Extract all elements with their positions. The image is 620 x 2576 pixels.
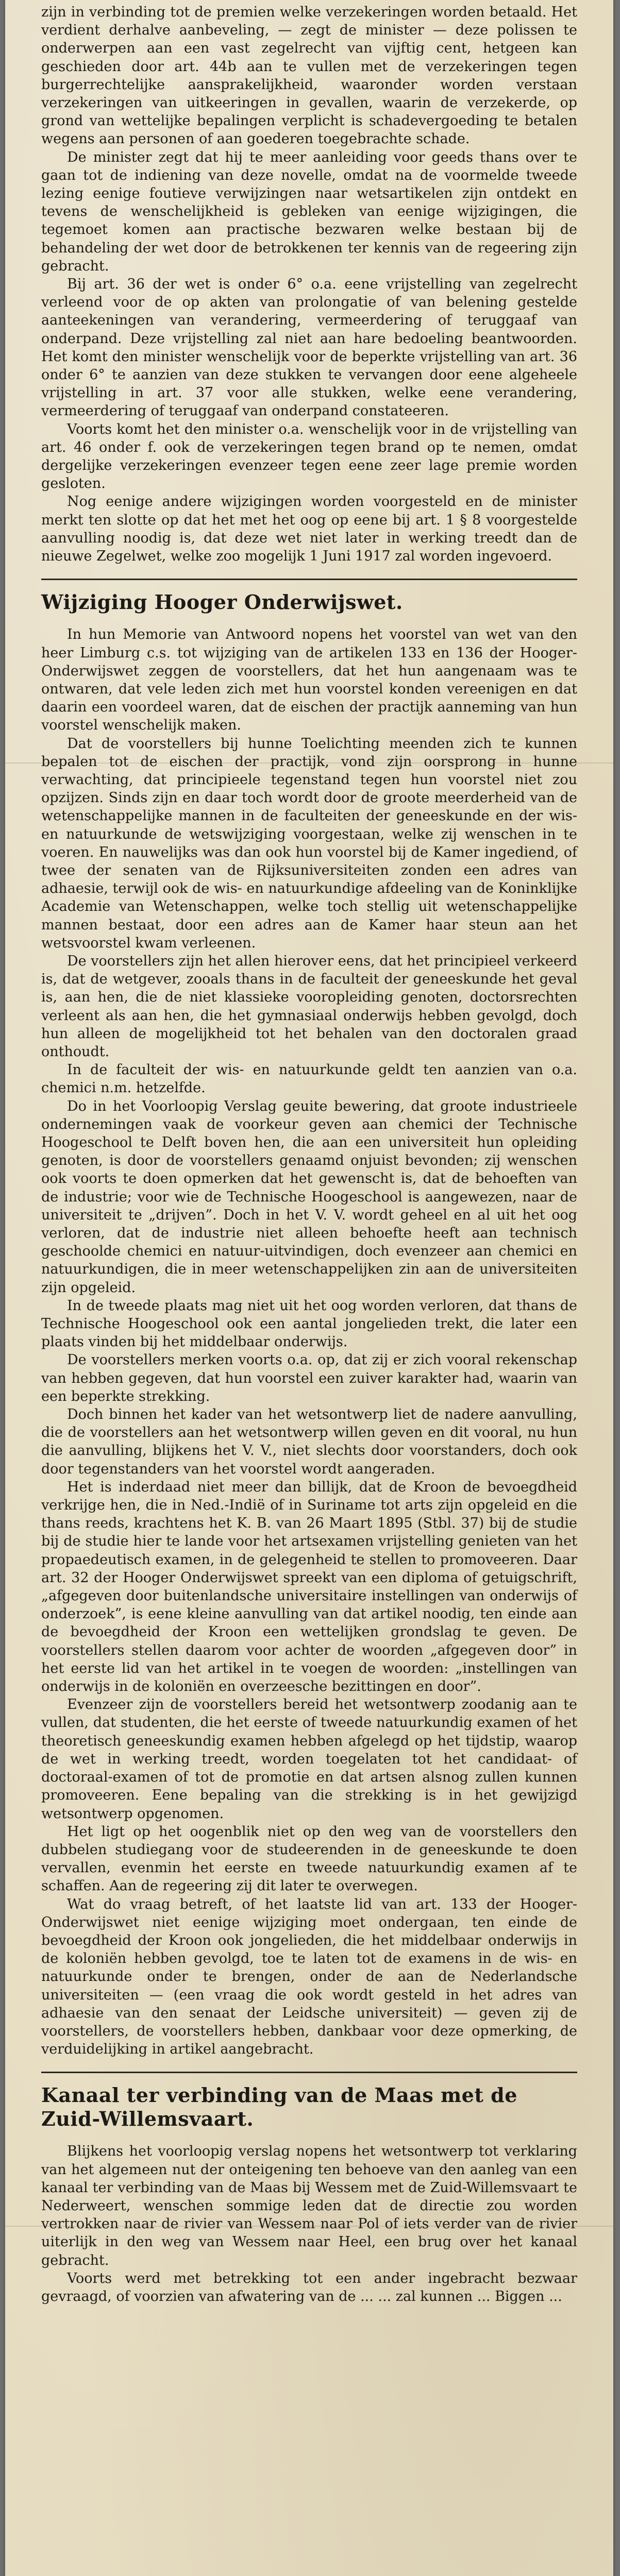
paragraph: De voorstellers zijn het allen hierover eens, dat het principieel verkeerd is, dat de wetgever, zooals thans in de faculteit der geneeskunde het geval is, aan hen, die de niet klassieke vooropleiding genoten, doctorsrechten verleent als aan hen, die het gymnasiaal onderwijs hebben gevolgd, doch hun alleen de mogelijkheid tot het behalen van den doctoralen graad onthoudt. (41, 953, 577, 1060)
paragraph: Nog eenige andere wijzigingen worden voorgesteld en de minister merkt ten slotte op dat het met het oog op eene bij art. 1 § 8 voorgestelde aanvulling noodig is, dat deze wet niet later in werking treedt dan de nieuwe Zegelwet, welke zoo mogelijk 1 Juni 1917 zal worden ingevoerd. (41, 494, 577, 565)
paragraph: In de tweede plaats mag niet uit het oog worden verloren, dat thans de Technische Hoogeschool ook een aantal jongelieden trekt, die later een plaats vinden bij het middelbaar onderwijs. (41, 1297, 577, 1350)
paragraph: Voorts werd met betrekking tot een ander ingebracht bezwaar gevraagd, of voorzien van afwatering van de ... ... zal kunnen ... Biggen ... (41, 2270, 577, 2304)
paragraph: Evenzeer zijn de voorstellers bereid het wetsontwerp zoodanig aan te vullen, dat studenten, die het eerste of tweede natuurkundig examen of het theoretisch geneeskundig examen hebben afgelegd op het tijdstip, waarop de wet in werking treedt, worden toegelaten tot het candidaat- of doctoraal-examen of tot de promotie en dat artsen alsnog zullen kunnen promoveeren. Eene bepaling van die strekking is in het gewijzigd wetsontwerp opgenomen. (41, 1697, 577, 1822)
newspaper-clipping (5, 0, 613, 2576)
section-heading: Wijziging Hooger Onderwijswet. (41, 579, 577, 614)
section-zegelwet (41, 3, 577, 565)
paragraph: Blijkens het voorloopig verslag nopens het wetsontwerp tot verklaring van het algemeen nut der onteigening ten behoeve van den aanleg van een kanaal ter verbinding van de Maas bij Wessem met de Zuid-Willemsvaart te Nederweert, wenschen sommige leden dat de directie zou worden vertrokken naar de rivier van Wessem naar Pol of iets verder van de rivier uiterlijk in den weg van Wessem naar Heel, een brug over het kanaal gebracht. (41, 2143, 577, 2268)
paragraph: In de faculteit der wis- en natuurkunde geldt ten aanzien van o.a. chemici n.m. hetzelfde. (41, 1062, 577, 1096)
paragraph: Dat de voorstellers bij hunne Toelichting meenden zich te kunnen bepalen tot de eischen der practijk, vond zijn oorsprong in hunne verwachting, dat principieele tegenstand tegen hun voorstel niet zou opzijzen. Sinds zijn en daar toch wordt door de groote meerderheid van de wetenschappelijke mannen in de faculteiten der geneeskunde en der wis- en natuurkunde de wetswijziging voorgestaan, welke zij wenschen in te voeren. En nauwelijks was dan ook hun voorstel bij de Kamer ingediend, of twee der senaten van de Rijksuniversiteiten zonden een adres van adhaesie, terwijl ook de wis- en natuurkundige afdeeling van de Koninklijke Academie van Wetenschappen, welke toch stellig uit wetenschappelijke mannen bestaat, door een adres aan de Kamer haar steun aan het wetsvoorstel kwam verleenen. (41, 735, 577, 951)
paragraph: In hun Memorie van Antwoord nopens het voorstel van wet van den heer Limburg c.s. tot wijziging van de artikelen 133 en 136 der Hooger-Onderwijswet zeggen de voorstellers, dat het hun aangenaam was te ontwaren, dat vele leden zich met hun voorstel konden vereenigen en dat daarin een voordeel waren, dat de eischen der practijk aanneming van hun voorstel wenschelijk maken. (41, 626, 577, 734)
paragraph: Bij art. 36 der wet is onder 6° o.a. eene vrijstelling van zegelrecht verleend voor de op akten van prolongatie of van belening gestelde aanteekeningen van verandering, vermeerdering of teruggaaf van onderpand. Deze vrijstelling zal niet aan hare bedoeling beantwoorden. Het komt den minister wenschelijk voor de beperkte vrijstelling van art. 36 onder 6° te aanzien van deze stukken te vervangen door eene algeheele vrijstelling in art. 37 voor alle stukken, welke eene verandering, vermeerdering of teruggaaf van onderpand constateeren. (41, 276, 577, 419)
paragraph: Wat do vraag betreft, of het laatste lid van art. 133 der Hooger-Onderwijswet niet eenige wijziging moet ondergaan, ten einde de bevoegdheid der Kroon ook jongelieden, die het middelbaar onderwijs in de koloniën hebben gevolgd, toe te laten tot de examens in de wis- en natuurkunde onder te brengen, onder de aan de Nederlandsche universiteiten — (een vraag die ook wordt gesteld in het adres van adhaesie van den senaat der Leidsche universiteit) — geven zij de voorstellers, de voorstellers hebben, dankbaar voor deze opmerking, de verduidelijking in artikel aangebracht. (41, 1896, 577, 2058)
paragraph: Het ligt op het oogenblik niet op den weg van de voorstellers den dubbelen studiegang voor de studeerenden in de geneeskunde te doen vervallen, evenmin het eerste en tweede natuurkundig examen af te schaffen. Aan de regeering zij dit later te overwegen. (41, 1823, 577, 1894)
section-kanaal-maas (41, 2072, 577, 2306)
paragraph: zijn in verbinding tot de premien welke verzekeringen worden betaald. Het verdient derhalve aanbeveling, — zegt de minister — deze polissen te onderwerpen aan een vast zegelrecht van vijftig cent, hetgeen kan geschieden door art. 44b aan te vullen met de verzekeringen tegen burgerrechtelijke aansprakelijkheid, waaronder worden verstaan verzekeringen van uitkeeringen in gevallen, waarin de verzekerde, op grond van wettelijke bepalingen verplicht is schadevergoeding te betalen wegens aan personen of aan goederen toegebrachte schade. (41, 4, 577, 147)
article-column (41, 3, 577, 2306)
section-heading: Kanaal ter verbinding van de Maas met de Zuid-Willemsvaart. (41, 2072, 577, 2131)
paragraph: Doch binnen het kader van het wetsontwerp liet de nadere aanvulling, die de voorstellers aan het wetsontwerp willen geven en dit vooral, nu hun die aanvulling, blijkens het V. V., niet slechts door voorstanders, doch ook door tegenstanders van het voorstel wordt aangeraden. (41, 1406, 577, 1477)
paragraph: Het is inderdaad niet meer dan billijk, dat de Kroon de bevoegdheid verkrijge hen, die in Ned.-Indië of in Suriname tot arts zijn opgeleid en die thans reeds, krachtens het K. B. van 26 Maart 1895 (Stbl. 37) bij de studie bij de studie hier te lande voor het artsexamen vrijstelling genieten van het propaedeutisch examen, in de gelegenheid te stellen to promoveeren. Daar art. 32 der Hooger Onderwijswet spreekt van een diploma of getuigschrift, „afgegeven door buitenlandsche universitaire instellingen van onderwijs of onderzoek”, is eene kleine aanvulling van dat artikel noodig, ten einde aan de bevoegdheid der Kroon een wettelijken grondslag te geven. De voorstellers stellen daarom voor achter de woorden „afgegeven door” in het eerste lid van het artikel in te voegen de woorden: „instellingen van onderwijs in de koloniën en overzeesche bezittingen en door”. (41, 1479, 577, 1695)
paragraph: Voorts komt het den minister o.a. wenschelijk voor in de vrijstelling van art. 46 onder f. ook de verzekeringen tegen brand op te nemen, omdat dergelijke verzekeringen evenzeer tegen eene zeer lage premie worden gesloten. (41, 421, 577, 492)
paragraph: De minister zegt dat hij te meer aanleiding voor geeds thans over te gaan tot de indiening van deze novelle, omdat na de voormelde tweede lezing eenige foutieve verwijzingen naar wetsartikelen zijn ontdekt en tevens de wenschelijkheid is gebleken van eenige wijzigingen, die tegemoet komen aan practische bezwaren welke bestaan bij de behandeling der wet door de betrokkenen ter kennis van de regeering zijn gebracht. (41, 149, 577, 274)
paragraph: De voorstellers merken voorts o.a. op, dat zij er zich vooral rekenschap van hebben gegeven, dat hun voorstel een zuiver karakter had, waarin van een beperkte strekking. (41, 1352, 577, 1404)
paragraph: Do in het Voorloopig Verslag geuite bewering, dat groote industrieele ondernemingen vaak de voorkeur geven aan chemici der Technische Hoogeschool te Delft boven hen, die aan een universiteit hun opleiding genoten, is door de voorstellers genaamd onjuist bevonden; zij wenschen ook voorts te doen opmerken dat het gewenscht is, dat de behoeften van de industrie; voor wie de Technische Hoogeschool is aangewezen, naar de universiteit te „drijven”. Doch in het V. V. wordt geheel en al uit het oog verloren, dat de industrie niet alleen behoefte heeft aan technisch geschoolde chemici en natuur-uitvindigen, doch evenzeer aan chemici en natuurkundigen, die in meer wetenschappelijken zin aan de universiteiten zijn opgeleid. (41, 1098, 577, 1296)
section-hooger-onderwijswet (41, 579, 577, 2058)
